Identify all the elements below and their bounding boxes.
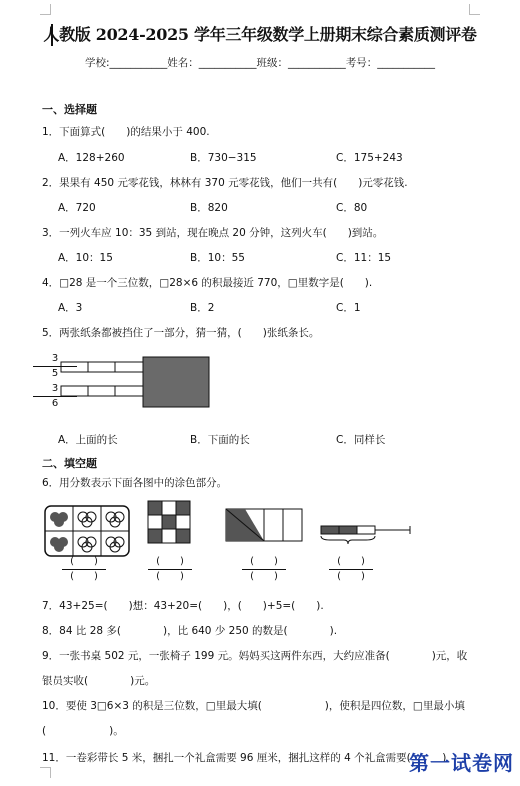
paper-strips-figure (60, 356, 212, 412)
covering-block (143, 357, 209, 407)
q4-option-a: A．3 (58, 302, 83, 314)
shaded-shape (50, 537, 68, 552)
question-2-stem: 2．果果有 450 元零花钱，林林有 370 元零花钱，他们一共有( )元零花钱. (42, 177, 408, 189)
figure-1-grid (44, 505, 130, 557)
strip-top-fraction: 3 5 (33, 353, 77, 380)
figure-2-checkerboard (147, 500, 191, 544)
student-info-line: 学校:___________姓名：___________班级：___________考号：___________ (84, 57, 436, 69)
question-10-stem-line-1: 10．要使 3□6×3 的积是三位数，□里最大填( )，使积是四位数，□里最小填 (42, 700, 465, 712)
q1-option-c: C．175+243 (336, 152, 403, 164)
figure-3-answer[interactable]: ( ) ( ) (242, 556, 286, 583)
figure-3-rectangle (225, 508, 303, 542)
strip-bottom-fraction: 3 6 (33, 383, 77, 410)
q2-option-b: B．820 (190, 202, 228, 214)
q4-option-c: C．1 (336, 302, 361, 314)
figure-4-answer[interactable]: ( ) ( ) (329, 556, 373, 583)
site-watermark-logo: 第一试卷网 (409, 751, 514, 775)
q4-option-b: B．2 (190, 302, 215, 314)
question-4-stem: 4．□28 是一个三位数，□28×6 的积最接近 770，□里数字是( ). (42, 277, 373, 289)
corner-mark-bottom-left (40, 767, 51, 778)
section-heading-fill: 二、填空题 (42, 457, 97, 470)
page-title: 人教版 2024-2025 学年三年级数学上册期末综合素质测评卷 (43, 25, 477, 44)
shaded-shape (50, 512, 68, 527)
q5-option-b: B．下面的长 (190, 434, 250, 446)
q2-option-a: A．720 (58, 202, 96, 214)
q1-option-b: B．730−315 (190, 152, 257, 164)
question-3-stem: 3．一列火车应 10：35 到站，现在晚点 20 分钟，这列火车( )到站。 (42, 227, 384, 239)
question-6-stem: 6．用分数表示下面各图中的涂色部分。 (42, 477, 228, 489)
q5-option-a: A．上面的长 (58, 434, 118, 446)
question-9-stem-line-1: 9．一张书桌 502 元，一张椅子 199 元。妈妈买这两件东西，大约应准备( )元，收 (42, 650, 468, 662)
question-10-stem-line-2: ( )。 (42, 725, 124, 737)
corner-mark-top-left (40, 4, 51, 15)
question-7-stem: 7．43+25=( )想：43+20=( )，( )+5=( ). (42, 600, 324, 612)
figure-4-line-segment (320, 520, 412, 546)
question-5-stem: 5．两张纸条都被挡住了一部分，猜一猜，( )张纸条长。 (42, 327, 320, 339)
section-heading-choice: 一、选择题 (42, 103, 97, 116)
strip-bottom (61, 386, 143, 396)
q2-option-c: C．80 (336, 202, 368, 214)
question-8-stem: 8．84 比 28 多( )，比 640 少 250 的数是( ). (42, 625, 338, 637)
question-1-stem: 1．下面算式( )的结果小于 400. (42, 126, 210, 138)
strip-top (61, 362, 143, 372)
q1-option-a: A．128+260 (58, 152, 125, 164)
question-9-stem-line-2: 银员实收( )元。 (42, 675, 156, 687)
q3-option-c: C．11：15 (336, 252, 392, 264)
figure-1-answer[interactable]: ( ) ( ) (62, 556, 106, 583)
corner-mark-top-right (469, 4, 480, 15)
question-11-stem: 11．一卷彩带长 5 米，捆扎一个礼盒需要 96 厘米，捆扎这样的 4 个礼盒需要( ) (42, 752, 447, 764)
q3-option-b: B．10：55 (190, 252, 245, 264)
q3-option-a: A．10：15 (58, 252, 113, 264)
q5-option-c: C．同样长 (336, 434, 386, 446)
figure-2-answer[interactable]: ( ) ( ) (148, 556, 192, 583)
